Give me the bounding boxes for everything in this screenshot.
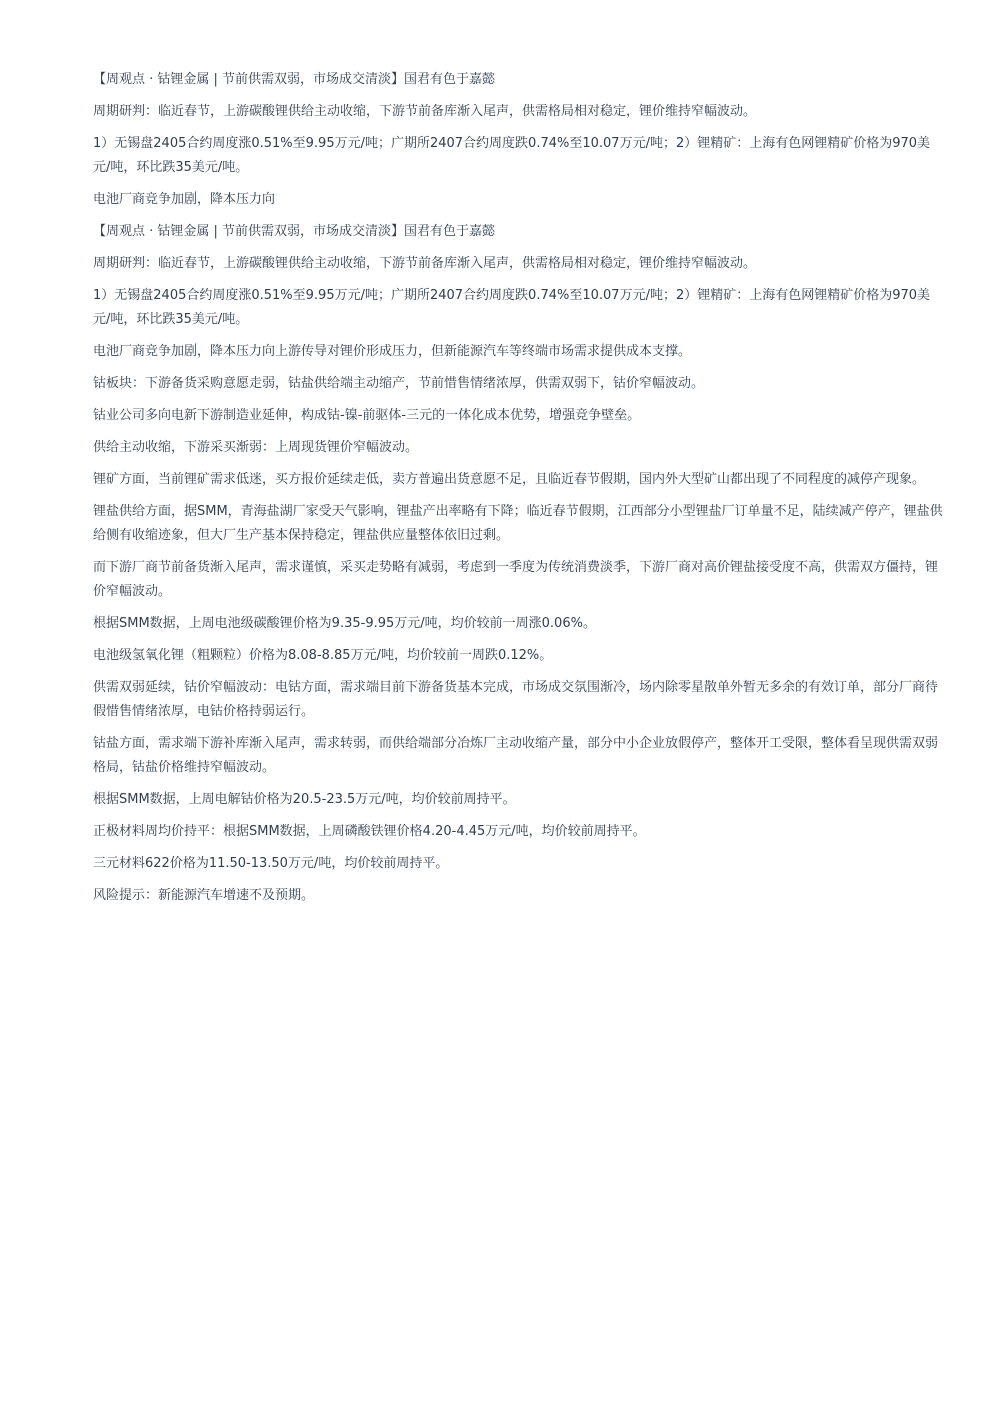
body-paragraph: 正极材料周均价持平：根据SMM数据，上周磷酸铁锂价格4.20-4.45万元/吨，均价较前周持平。 — [93, 824, 646, 839]
headline-paragraph: 【周观点 · 钴锂金属 | 节前供需双弱，市场成交清淡】国君有色于嘉懿 — [93, 224, 496, 239]
body-paragraph: 根据SMM数据，上周电解钴价格为20.5-23.5万元/吨，均价较前周持平。 — [93, 792, 516, 807]
body-paragraph: 供需双弱延续，钴价窄幅波动：电钴方面，需求端目前下游备货基本完成，市场成交氛围渐冷，场内除零星散单外暂无多余的有效订单，部分厂商待假惜售情绪浓厚，电钴价格持弱运行。 — [93, 680, 939, 719]
body-paragraph: 而下游厂商节前备货渐入尾声，需求谨慎，采买走势略有减弱，考虑到一季度为传统消费淡季，下游厂商对高价锂盐接受度不高，供需双方僵持，锂价窄幅波动。 — [93, 560, 939, 599]
body-paragraph: 电池厂商竞争加剧，降本压力向上游传导对锂价形成压力，但新能源汽车等终端市场需求提供成本支撑。 — [93, 344, 692, 359]
body-paragraph: 钴盐方面，需求端下游补库渐入尾声，需求转弱，而供给端部分冶炼厂主动收缩产量，部分中小企业放假停产，整体开工受限，整体看呈现供需双弱格局，钴盐价格维持窄幅波动。 — [93, 736, 939, 775]
body-paragraph: 周期研判：临近春节，上游碳酸锂供给主动收缩，下游节前备库渐入尾声，供需格局相对稳定，锂价维持窄幅波动。 — [93, 104, 757, 119]
body-paragraph: 三元材料622价格为11.50-13.50万元/吨，均价较前周持平。 — [93, 856, 449, 871]
body-paragraph: 1）无锡盘2405合约周度涨0.51%至9.95万元/吨；广期所2407合约周度跌0.74%至10.07万元/吨；2）锂精矿：上海有色网锂精矿价格为970美元/吨，环比跌35美元/吨。 — [93, 288, 931, 327]
body-paragraph: 钴板块：下游备货采购意愿走弱，钴盐供给端主动缩产，节前惜售情绪浓厚，供需双弱下，钴价窄幅波动。 — [93, 376, 705, 391]
article-body — [93, 68, 943, 916]
body-paragraph: 周期研判：临近春节，上游碳酸锂供给主动收缩，下游节前备库渐入尾声，供需格局相对稳定，锂价维持窄幅波动。 — [93, 256, 757, 271]
body-paragraph: 锂盐供给方面，据SMM，青海盐湖厂家受天气影响，锂盐产出率略有下降；临近春节假期，江西部分小型锂盐厂订单量不足，陆续减产停产，锂盐供给侧有收缩迹象，但大厂生产基本保持稳定，锂盐供应量整体依旧过剩。 — [93, 504, 943, 543]
body-paragraph: 电池级氢氧化锂（粗颗粒）价格为8.08-8.85万元/吨，均价较前一周跌0.12%。 — [93, 648, 553, 663]
body-paragraph: 锂矿方面，当前锂矿需求低迷，买方报价延续走低，卖方普遍出货意愿不足，且临近春节假期，国内外大型矿山都出现了不同程度的减停产现象。 — [93, 472, 926, 487]
body-paragraph: 供给主动收缩，下游采买渐弱：上周现货锂价窄幅波动。 — [93, 440, 419, 455]
headline-paragraph: 【周观点 · 钴锂金属 | 节前供需双弱，市场成交清淡】国君有色于嘉懿 — [93, 72, 496, 87]
body-paragraph: 钴业公司多向电新下游制造业延伸，构成钴-镍-前驱体-三元的一体化成本优势，增强竞争壁垒。 — [93, 408, 641, 423]
risk-warning-paragraph: 风险提示：新能源汽车增速不及预期。 — [93, 888, 315, 903]
body-paragraph: 根据SMM数据，上周电池级碳酸锂价格为9.35-9.95万元/吨，均价较前一周涨0.06%。 — [93, 616, 596, 631]
body-paragraph: 1）无锡盘2405合约周度涨0.51%至9.95万元/吨；广期所2407合约周度跌0.74%至10.07万元/吨；2）锂精矿：上海有色网锂精矿价格为970美元/吨，环比跌35美元/吨。 — [93, 136, 931, 175]
body-paragraph: 电池厂商竞争加剧，降本压力向 — [93, 192, 276, 207]
